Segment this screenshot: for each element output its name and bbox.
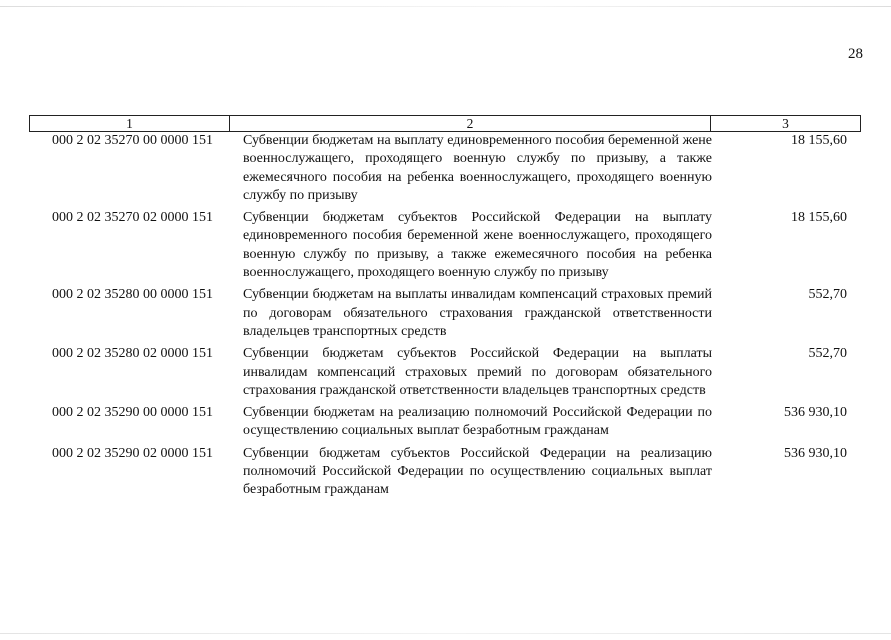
- row-amount: 18 155,60: [791, 133, 847, 148]
- table-header: [29, 115, 861, 132]
- row-description: Субвенции бюджетам субъектов Российской Федерации на выплаты инвалидам компенсаций страховых премий по договорам обязательного страхования гражданской ответственности владельцев транспортных средств: [243, 346, 712, 398]
- table-row: [29, 404, 859, 441]
- page-number: 28: [848, 46, 863, 62]
- table-row: [29, 132, 859, 205]
- row-amount: 536 930,10: [784, 445, 847, 461]
- header-col-2: 2: [230, 116, 711, 131]
- budget-code: 000 2 02 35280 00 0000 151: [52, 287, 213, 303]
- row-amount: 18 155,60: [791, 210, 847, 226]
- table-row: [29, 445, 859, 500]
- budget-code: 000 2 02 35270 00 0000 151: [52, 133, 213, 148]
- header-col-3: 3: [782, 116, 789, 131]
- scan-edge-top: [0, 6, 891, 7]
- budget-code: 000 2 02 35280 02 0000 151: [52, 346, 213, 362]
- table-row: [29, 286, 859, 341]
- budget-code: 000 2 02 35290 00 0000 151: [52, 405, 213, 421]
- row-description: Субвенции бюджетам на выплаты инвалидам компенсаций страховых премий по договорам обязательного страхования гражданской ответственности владельцев транспортных средств: [243, 287, 712, 339]
- row-description: Субвенции бюджетам субъектов Российской Федерации на реализацию полномочий Российской Федерации по осуществлению социальных выплат безработным гражданам: [243, 445, 712, 498]
- budget-code: 000 2 02 35290 02 0000 151: [52, 445, 213, 461]
- table-body: [29, 132, 859, 504]
- row-description: Субвенции бюджетам субъектов Российской Федерации на выплату единовременного пособия беременной жене военнослужащего, проходящего военную службу по призыву, а также ежемесячного пособия на ребенка военнослужащего, проходящего военную службу по призыву: [243, 210, 712, 281]
- table-row: [29, 345, 859, 400]
- row-description: Субвенции бюджетам на выплату единовременного пособия беременной жене военнослужащего, проходящего военную службу по призыву, а также ежемесячного пособия на ребенка военнослужащего, проходящего военную службу по призыву: [243, 133, 712, 203]
- scan-edge-bottom: [0, 633, 891, 634]
- header-col-1: 1: [30, 116, 230, 131]
- row-amount: 552,70: [808, 287, 847, 303]
- row-amount: 536 930,10: [784, 405, 847, 421]
- table-row: [29, 209, 859, 282]
- row-description: Субвенции бюджетам на реализацию полномочий Российской Федерации по осуществлению социальных выплат безработным гражданам: [243, 405, 712, 439]
- budget-code: 000 2 02 35270 02 0000 151: [52, 210, 213, 226]
- row-amount: 552,70: [808, 346, 847, 362]
